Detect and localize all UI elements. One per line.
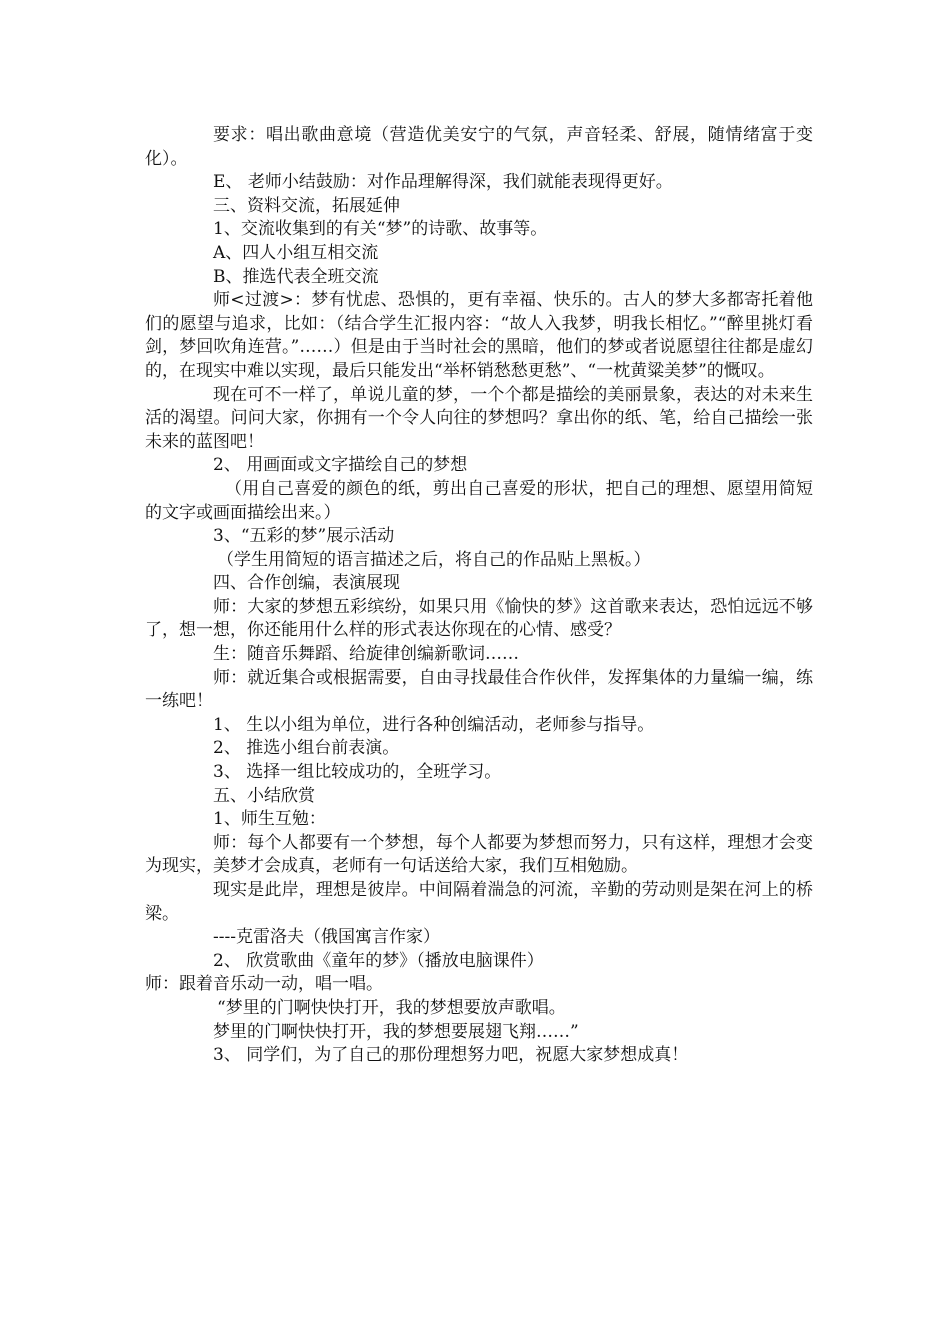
paragraph: 生：随音乐舞蹈、给旋律创编新歌词…… bbox=[213, 644, 519, 665]
list-item: 2、 用画面或文字描绘自己的梦想 bbox=[213, 455, 468, 476]
section-heading: 三、资料交流，拓展延伸 bbox=[213, 195, 400, 216]
list-item: 2、 欣赏歌曲《童年的梦》（播放电脑课件） bbox=[213, 950, 544, 971]
lyric-line: “梦里的门啊快快打开，我的梦想要放声歌唱。 bbox=[217, 997, 566, 1018]
document-body bbox=[145, 124, 813, 1068]
list-item: 1、师生互勉： bbox=[213, 809, 326, 830]
paragraph: 现在可不一样了，单说儿童的梦，一个个都是描绘的美丽景象，表达的对未来生活的渴望。问问大家，你拥有一个令人向往的梦想吗？拿出你的纸、笔，给自己描绘一张未来的蓝图吧！ bbox=[145, 384, 813, 452]
list-item: 1、 生以小组为单位，进行各种创编活动，老师参与指导。 bbox=[213, 714, 655, 735]
lyric-line: 梦里的门啊快快打开，我的梦想要展翅飞翔……” bbox=[213, 1021, 579, 1042]
paragraph: E、 老师小结鼓励：对作品理解得深，我们就能表现得更好。 bbox=[213, 172, 673, 193]
list-item: A、四人小组互相交流 bbox=[213, 242, 379, 263]
paragraph: 师：跟着音乐动一动，唱一唱。 bbox=[145, 974, 383, 995]
paragraph: 要求：唱出歌曲意境（营造优美安宁的气氛，声音轻柔、舒展，随情绪富于变化）。 bbox=[145, 125, 813, 169]
list-item: 3、“五彩的梦”展示活动 bbox=[213, 526, 395, 547]
paragraph: 师：大家的梦想五彩缤纷，如果只用《愉快的梦》这首歌来表达，恐怕远远不够了，想一想，你还能用什么样的形式表达你现在的心情、感受？ bbox=[145, 596, 813, 641]
list-item: 3、 选择一组比较成功的，全班学习。 bbox=[213, 762, 502, 783]
list-item: B、推选代表全班交流 bbox=[213, 266, 379, 287]
list-item: 3、 同学们，为了自己的那份理想努力吧，祝愿大家梦想成真！ bbox=[213, 1045, 689, 1066]
paragraph: （用自己喜爱的颜色的纸，剪出自己喜爱的形状，把自己的理想、愿望用简短的文字或画面描绘出来。） bbox=[145, 478, 813, 523]
paragraph: 1、交流收集到的有关“梦”的诗歌、故事等。 bbox=[213, 219, 548, 240]
section-heading: 四、合作创编，表演展现 bbox=[213, 573, 400, 594]
quote: 现实是此岸，理想是彼岸。中间隔着湍急的河流，辛勤的劳动则是架在河上的桥梁。 bbox=[145, 880, 813, 924]
quote-attribution: ----克雷洛夫（俄国寓言作家） bbox=[213, 927, 440, 948]
paragraph: 师：每个人都要有一个梦想，每个人都要为梦想而努力，只有这样，理想才会变为现实，美梦才会成真，老师有一句话送给大家，我们互相勉励。 bbox=[145, 832, 813, 877]
list-item: 2、 推选小组台前表演。 bbox=[213, 738, 400, 759]
paragraph: 师：就近集合或根据需要，自由寻找最佳合作伙伴，发挥集体的力量编一编，练一练吧！ bbox=[145, 667, 813, 712]
section-heading: 五、小结欣赏 bbox=[213, 785, 315, 806]
paragraph: 师<过渡>：梦有忧虑、恐惧的，更有幸福、快乐的。古人的梦大多都寄托着他们的愿望与追求，比如：（结合学生汇报内容：“故人入我梦，明我长相忆。”“醉里挑灯看剑，梦回吹角连营。”……）但是由于当时社会的黑暗，他们的梦或者说愿望往往都是虚幻的，在现实中难以实现，最后只能发出“举杯销愁愁更愁”、“一枕黄粱美梦”的慨叹。 bbox=[145, 290, 813, 381]
paragraph: （学生用简短的语言描述之后，将自己的作品贴上黑板。） bbox=[217, 549, 651, 570]
